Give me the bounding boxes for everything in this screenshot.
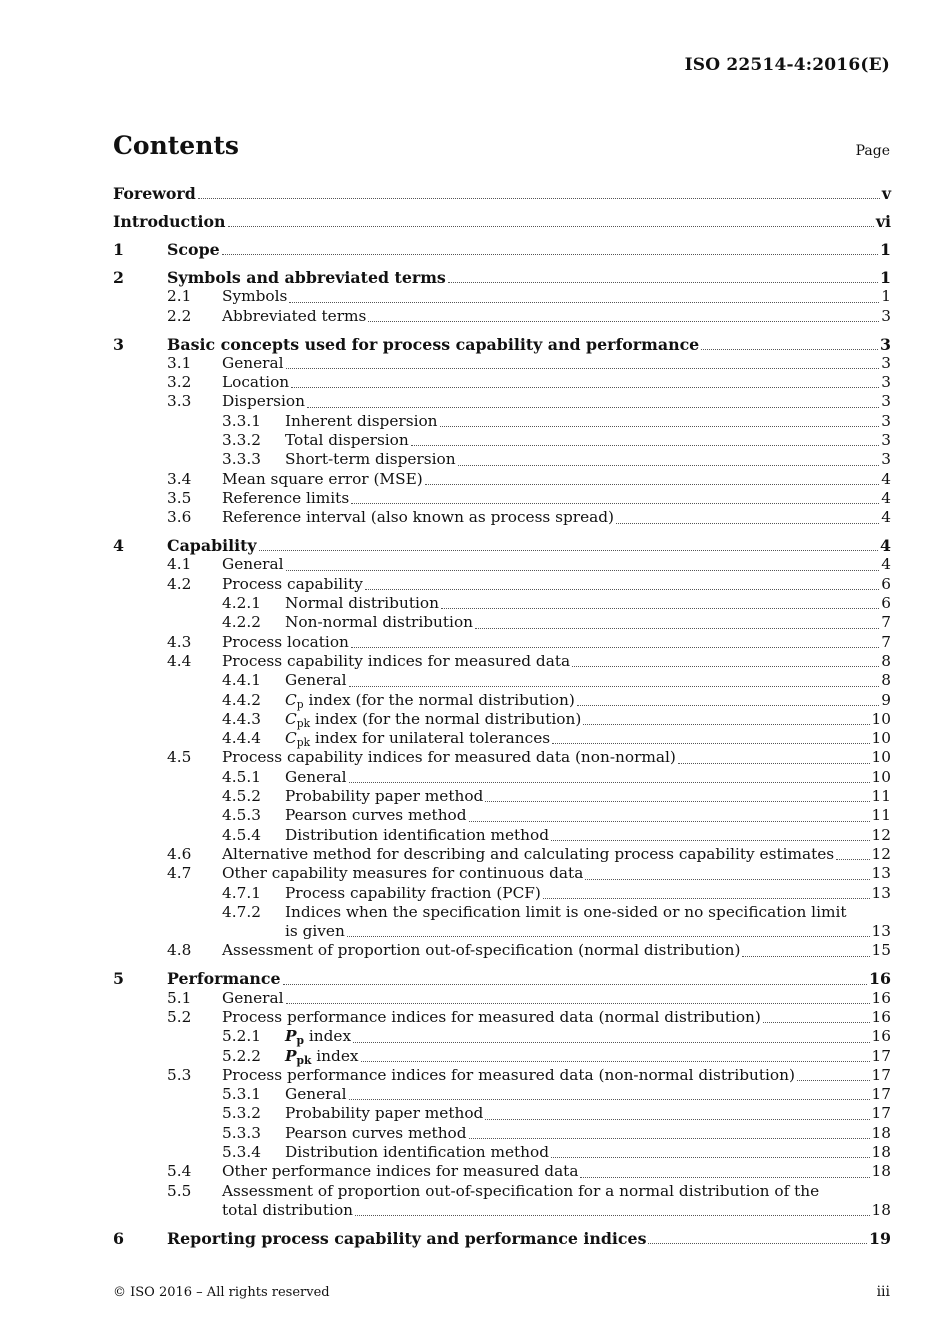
toc-entry-page: 3 [881, 431, 891, 450]
toc-entry-page: 11 [871, 806, 891, 825]
dot-leader [198, 198, 880, 199]
symbol-subscript: p [296, 1034, 304, 1048]
toc-entry[interactable] [113, 633, 891, 652]
toc-entry[interactable] [113, 1143, 891, 1162]
toc-entry-title: Basic concepts used for process capability and performance [167, 334, 700, 354]
toc-entry-number: 5 [113, 969, 124, 989]
toc-entry-number: 3.3 [167, 392, 192, 411]
toc-entry-number: 4.5.3 [222, 806, 261, 825]
toc-entry-title: total distribution [222, 1200, 354, 1219]
toc-entry-page: 10 [871, 729, 891, 748]
dot-leader [355, 1215, 870, 1216]
dot-leader [458, 465, 880, 466]
toc-entry-page: 6 [881, 594, 891, 613]
toc-entry[interactable] [113, 787, 891, 806]
toc-entry[interactable] [113, 691, 891, 710]
toc-entry-title: Non-normal distribution [285, 613, 473, 632]
toc-entry-title: Process capability indices for measured data [222, 651, 571, 670]
toc-entry-number: 5.2.1 [222, 1027, 261, 1046]
toc-entry-title: Scope [167, 239, 220, 259]
dot-leader [351, 503, 879, 504]
toc-entry-page: 16 [871, 1008, 891, 1026]
toc-entry-title: Indices when the specification limit is one-sided or no specification limit [285, 902, 847, 921]
toc-entry-page: 13 [871, 864, 891, 883]
toc-entry[interactable] [113, 613, 891, 632]
toc-entry-number: 3.1 [167, 353, 192, 372]
toc-entry-title: Mean square error (MSE) [222, 469, 423, 488]
toc-entry-number: 6 [113, 1228, 124, 1248]
dot-leader [361, 1061, 870, 1062]
toc-entry-title: Total dispersion [285, 431, 409, 450]
toc-entry-page: 10 [871, 748, 891, 767]
toc-entry-title-text: index [311, 1046, 359, 1065]
toc-entry[interactable] [113, 864, 891, 883]
toc-entry-title: Introduction [113, 211, 226, 231]
dot-leader [365, 589, 879, 590]
toc-entry[interactable] [113, 1229, 891, 1248]
dot-leader [485, 1119, 869, 1120]
dot-leader [228, 226, 874, 227]
toc-entry-page: 16 [871, 1027, 891, 1046]
dot-leader [577, 705, 879, 706]
dot-leader [349, 1099, 870, 1100]
toc-entry[interactable] [113, 989, 891, 1008]
toc-entry[interactable] [113, 575, 891, 594]
toc-entry-title [285, 729, 550, 748]
toc-entry-title: Assessment of proportion out-of-specification (normal distribution) [222, 941, 741, 960]
toc-entry[interactable] [113, 941, 891, 960]
toc-entry[interactable] [113, 431, 891, 450]
toc-entry-page: 3 [881, 392, 891, 411]
toc-entry[interactable] [113, 845, 891, 864]
symbol: P [285, 1046, 297, 1065]
toc-entry-page: 17 [871, 1065, 891, 1084]
toc-entry-title: Reporting process capability and performance indices [167, 1228, 647, 1248]
toc-entry-number: 5.5 [167, 1181, 192, 1200]
toc-entry-title: Capability [167, 536, 257, 556]
toc-entry-number: 5.3 [167, 1065, 192, 1084]
toc-entry-page: 4 [881, 555, 891, 574]
toc-entry-title: Short-term dispersion [285, 450, 456, 469]
toc-entry-title: Dispersion [222, 392, 305, 411]
dot-leader [259, 550, 878, 551]
dot-leader [368, 321, 879, 322]
toc-entry[interactable] [113, 884, 891, 903]
toc-entry[interactable] [113, 184, 891, 203]
toc-entry[interactable] [113, 671, 891, 690]
toc-entry[interactable] [113, 335, 891, 354]
toc-entry-title: is given [285, 922, 345, 941]
toc-entry[interactable] [113, 969, 891, 988]
toc-entry-title: Process performance indices for measured data (normal distribution) [222, 1008, 761, 1026]
dot-leader [286, 570, 880, 571]
toc-entry-number: 2 [113, 267, 124, 287]
symbol: C [285, 690, 297, 709]
toc-entry-title: Abbreviated terms [222, 306, 367, 325]
toc-entry-number: 4.5.4 [222, 825, 261, 844]
toc-entry[interactable] [113, 806, 891, 825]
symbol-subscript: p [296, 697, 304, 711]
symbol: C [285, 729, 297, 748]
toc-entry-page: 11 [871, 787, 891, 806]
toc-entry[interactable] [113, 1162, 891, 1181]
dot-leader [551, 840, 870, 841]
toc-entry-number: 4.7 [167, 864, 192, 883]
toc-entry-page: 9 [881, 690, 891, 709]
toc-entry[interactable] [113, 287, 891, 306]
dot-leader [469, 1138, 870, 1139]
dot-leader [349, 782, 870, 783]
toc-entry-title: General [285, 767, 347, 786]
dot-leader [763, 1022, 870, 1023]
toc-entry-title: Other performance indices for measured data [222, 1162, 579, 1181]
toc-entry-page: 3 [880, 334, 891, 354]
toc-entry-title: Process location [222, 632, 349, 651]
toc-entry[interactable] [113, 536, 891, 555]
toc-entry-title: Assessment of proportion out-of-specification for a normal distribution of the [222, 1181, 820, 1200]
toc-entry-page: 7 [881, 613, 891, 632]
toc-entry[interactable] [113, 489, 891, 508]
dot-leader [307, 407, 879, 408]
toc-entry-number: 5.4 [167, 1162, 192, 1181]
toc-entry-title: General [222, 555, 284, 574]
toc-entry-title [285, 710, 581, 729]
dot-leader [742, 956, 869, 957]
symbol-subscript: pk [296, 1053, 312, 1067]
toc-entry-title: Inherent dispersion [285, 411, 438, 430]
dot-leader [701, 349, 878, 350]
toc-entry-number: 5.3.1 [222, 1085, 261, 1104]
toc-entry-title-text: index [304, 1027, 352, 1046]
dot-leader [580, 1177, 869, 1178]
toc-entry-page: 18 [871, 1143, 891, 1162]
toc-entry-number: 5.2.2 [222, 1046, 261, 1065]
toc-entry-page: 1 [881, 287, 891, 306]
toc-entry-number: 3.3.3 [222, 450, 261, 469]
page-title: Contents [113, 131, 240, 160]
toc-entry-page: 8 [881, 671, 891, 690]
toc-entry-page: 17 [871, 1104, 891, 1123]
dot-leader [648, 1243, 867, 1244]
dot-leader [572, 666, 879, 667]
toc-entry-number: 3.4 [167, 469, 192, 488]
toc-entry-page: 3 [881, 411, 891, 430]
toc-entry-title: Symbols [222, 287, 288, 306]
toc-entry-number: 5.1 [167, 988, 192, 1007]
toc-entry-page: 3 [881, 353, 891, 372]
toc-entry-page: 15 [871, 941, 891, 960]
toc-entry-page: 1 [880, 239, 891, 259]
toc-entry[interactable] [113, 470, 891, 489]
toc-entry[interactable] [113, 652, 891, 671]
dot-leader [347, 936, 870, 937]
toc-entry-page: 16 [869, 969, 891, 989]
toc-entry[interactable] [113, 373, 891, 392]
toc-entry-title [285, 1047, 359, 1066]
toc-entry-page: 12 [871, 825, 891, 844]
toc-entry[interactable] [113, 1124, 891, 1143]
toc-entry-page: 4 [881, 508, 891, 527]
toc-entry-title [285, 1027, 351, 1046]
symbol-subscript: pk [296, 736, 311, 750]
toc-entry-number: 3.6 [167, 508, 192, 527]
dot-leader [222, 254, 878, 255]
page-number: iii [876, 1284, 890, 1300]
symbol-subscript: pk [296, 716, 311, 730]
dot-leader [441, 608, 879, 609]
dot-leader [485, 801, 869, 802]
toc-entry-title: Location [222, 373, 290, 392]
toc-entry-title: Reference interval (also known as process spread) [222, 508, 615, 527]
toc-entry[interactable] [113, 768, 891, 787]
toc-entry-page: 4 [880, 536, 891, 556]
toc-entry-number: 2.1 [167, 287, 192, 306]
dot-leader [291, 387, 879, 388]
toc-entry[interactable] [113, 268, 891, 287]
toc-entry-page: 4 [881, 488, 891, 507]
toc-entry-page: 8 [881, 651, 891, 670]
toc-entry-title: Distribution identification method [285, 825, 550, 844]
document-id: ISO 22514-4:2016(E) [684, 55, 890, 75]
toc-entry-number: 5.2 [167, 1008, 192, 1026]
toc-entry-title-text: index for unilateral tolerances [310, 729, 551, 748]
dot-leader [552, 743, 869, 744]
toc-entry-page: 13 [871, 883, 891, 902]
toc-entry[interactable] [113, 392, 891, 411]
toc-entry-title [285, 691, 575, 710]
dot-leader [448, 282, 878, 283]
toc-entry-page: 10 [871, 767, 891, 786]
toc-entry-number: 4.8 [167, 941, 192, 960]
toc-entry-page: 17 [871, 1046, 891, 1065]
toc-entry-number: 4.5.2 [222, 787, 261, 806]
dot-leader [551, 1157, 870, 1158]
toc-entry-number: 4.3 [167, 632, 192, 651]
dot-leader [583, 724, 869, 725]
toc-entry-title: Distribution identification method [285, 1143, 550, 1162]
symbol: P [285, 1027, 297, 1046]
toc-entry-number: 3.3.1 [222, 411, 261, 430]
toc-entry-page: 1 [880, 267, 891, 287]
toc-entry-number: 5.3.3 [222, 1123, 261, 1142]
toc-entry[interactable] [113, 903, 891, 942]
dot-leader [475, 628, 879, 629]
table-of-contents [113, 184, 891, 1248]
dot-leader [411, 445, 880, 446]
dot-leader [349, 686, 880, 687]
toc-entry-title: Pearson curves method [285, 806, 467, 825]
toc-entry-page: 3 [881, 450, 891, 469]
toc-entry-number: 5.3.4 [222, 1143, 261, 1162]
copyright-notice: © ISO 2016 – All rights reserved [113, 1285, 330, 1300]
page-column-label: Page [855, 143, 890, 159]
toc-entry-number: 5.3.2 [222, 1104, 261, 1123]
toc-entry-page: 18 [871, 1123, 891, 1142]
toc-entry-page: 6 [881, 574, 891, 593]
toc-entry-page: 19 [869, 1228, 891, 1248]
toc-entry[interactable] [113, 555, 891, 574]
toc-entry[interactable] [113, 307, 891, 326]
toc-entry-number: 3.3.2 [222, 431, 261, 450]
toc-entry[interactable] [113, 1066, 891, 1085]
dot-leader [836, 859, 869, 860]
toc-entry-title: General [285, 1085, 347, 1104]
dot-leader [585, 879, 869, 880]
dot-leader [351, 647, 879, 648]
toc-entry-title: General [222, 988, 284, 1007]
dot-leader [425, 484, 880, 485]
toc-entry[interactable] [113, 1027, 891, 1046]
toc-entry-title: Reference limits [222, 488, 350, 507]
toc-entry[interactable] [113, 1182, 891, 1221]
toc-entry-page: 17 [871, 1085, 891, 1104]
toc-entry[interactable] [113, 240, 891, 259]
toc-entry-number: 4.7.2 [222, 902, 261, 921]
toc-entry-page: v [881, 184, 891, 203]
toc-entry-title: Normal distribution [285, 594, 439, 613]
toc-entry-page: vi [875, 211, 891, 231]
toc-entry-page: 18 [871, 1200, 891, 1219]
toc-entry-title: Foreword [113, 184, 196, 203]
toc-entry-page: 3 [881, 373, 891, 392]
toc-entry-number: 4.4.3 [222, 709, 261, 728]
toc-entry-number: 1 [113, 239, 124, 259]
dot-leader [543, 898, 870, 899]
toc-entry-number: 4.7.1 [222, 883, 261, 902]
toc-entry-number: 4.4.4 [222, 729, 261, 748]
dot-leader [286, 1003, 870, 1004]
toc-entry-page: 16 [871, 988, 891, 1007]
toc-entry-number: 3 [113, 334, 124, 354]
toc-entry-title: Probability paper method [285, 1104, 484, 1123]
toc-entry[interactable] [113, 508, 891, 527]
toc-entry[interactable] [113, 1008, 891, 1027]
toc-entry-page: 13 [871, 922, 891, 941]
toc-entry-number: 4.2.1 [222, 594, 261, 613]
toc-entry[interactable] [113, 1047, 891, 1066]
toc-entry-page: 10 [871, 709, 891, 728]
toc-entry[interactable] [113, 710, 891, 729]
toc-entry-number: 4.4.1 [222, 671, 261, 690]
toc-entry-title-text: index (for the normal distribution) [310, 709, 582, 728]
toc-entry-page: 7 [881, 632, 891, 651]
toc-entry-title: Process capability fraction (PCF) [285, 883, 541, 902]
toc-entry-number: 4.5 [167, 748, 192, 767]
toc-entry[interactable] [113, 729, 891, 748]
toc-entry-page: 3 [881, 306, 891, 325]
toc-entry-number: 4 [113, 536, 124, 556]
toc-entry-title: General [285, 671, 347, 690]
toc-entry-title: Other capability measures for continuous data [222, 864, 584, 883]
dot-leader [440, 426, 880, 427]
toc-entry[interactable] [113, 826, 891, 845]
toc-entry[interactable] [113, 1085, 891, 1104]
toc-entry-number: 4.2 [167, 574, 192, 593]
toc-entry-title: Process capability [222, 574, 363, 593]
toc-entry-title-text: index (for the normal distribution) [303, 690, 575, 709]
toc-entry[interactable] [113, 212, 891, 231]
dot-leader [283, 984, 867, 985]
toc-entry[interactable] [113, 450, 891, 469]
dot-leader [469, 821, 870, 822]
toc-entry-page: 12 [871, 844, 891, 863]
toc-entry-number: 4.5.1 [222, 767, 261, 786]
dot-leader [286, 368, 880, 369]
dot-leader [678, 763, 870, 764]
dot-leader [797, 1080, 870, 1081]
toc-entry-number: 3.5 [167, 488, 192, 507]
toc-entry-title: General [222, 353, 284, 372]
toc-entry-title: Symbols and abbreviated terms [167, 267, 446, 287]
toc-entry-number: 4.6 [167, 844, 192, 863]
toc-entry-page: 4 [881, 469, 891, 488]
dot-leader [289, 302, 879, 303]
toc-entry[interactable] [113, 748, 891, 767]
toc-entry-title: Alternative method for describing and calculating process capability estimates [222, 844, 835, 863]
toc-entry-title: Pearson curves method [285, 1123, 467, 1142]
toc-entry-number: 3.2 [167, 373, 192, 392]
toc-entry-title: Performance [167, 969, 281, 989]
toc-entry-number: 2.2 [167, 306, 192, 325]
toc-entry-number: 4.4 [167, 651, 192, 670]
toc-entry[interactable] [113, 1104, 891, 1123]
toc-entry-number: 4.2.2 [222, 613, 261, 632]
toc-entry[interactable] [113, 594, 891, 613]
toc-entry[interactable] [113, 412, 891, 431]
toc-entry-title: Process performance indices for measured data (non-normal distribution) [222, 1065, 795, 1084]
toc-entry-title: Probability paper method [285, 787, 484, 806]
toc-entry-page: 18 [871, 1162, 891, 1181]
toc-entry-number: 4.4.2 [222, 690, 261, 709]
toc-entry[interactable] [113, 354, 891, 373]
dot-leader [616, 523, 879, 524]
toc-entry-title: Process capability indices for measured data (non-normal) [222, 748, 676, 767]
symbol: C [285, 709, 297, 728]
toc-entry-number: 4.1 [167, 555, 192, 574]
dot-leader [353, 1042, 869, 1043]
